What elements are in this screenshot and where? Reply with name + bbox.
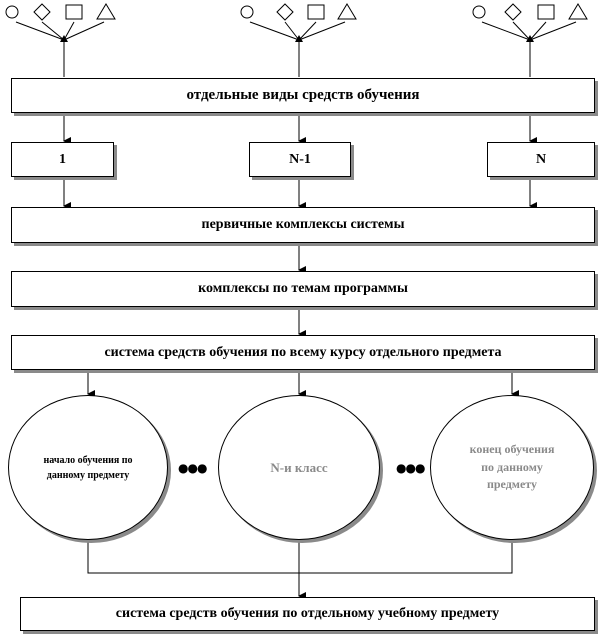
diamond-icon [505,4,521,20]
ellipse-start [8,395,168,540]
ellipse-middle-label: N-и класс [270,459,328,475]
bottom-box-label: система средств обучения по отдельному учебному предмету [115,606,500,621]
circle-icon [473,6,485,18]
primary-box [11,207,595,243]
box-n-label: N [535,151,547,167]
dots-left: ●●● [178,461,207,475]
fan-group-right [473,4,587,77]
square-icon [308,5,324,19]
diamond-icon [277,4,293,20]
triangle-icon [97,4,115,19]
triangle-icon [569,4,587,19]
fan-group-left [6,4,115,77]
box-n-1 [249,142,351,177]
bottom-bracket [88,540,512,573]
topics-box-label: комплексы по темам программы [198,281,408,296]
circle-icon [241,6,253,18]
ellipse-middle [218,395,380,540]
dots-right: ●●● [396,461,425,475]
top-box-label: отдельные виды средств обучения [186,87,420,103]
ellipse-end-label: конец обучения по данному предмету [469,442,555,492]
ellipse-start-label: начало обучения по данному предмету [43,454,133,481]
fan-group-middle [241,4,356,77]
bottom-box [20,597,595,631]
box-1 [11,142,114,177]
course-box [11,335,595,370]
course-box-label: система средств обучения по всему курсу отдельного предмета [104,344,502,360]
ellipse-end [430,395,594,540]
square-icon [66,5,82,19]
circle-icon [6,6,18,18]
box-n-1-label: N-1 [289,151,311,167]
triangle-icon [338,4,356,19]
topics-box [11,271,595,307]
diamond-icon [34,4,50,20]
box-n [487,142,595,177]
primary-box-label: первичные комплексы системы [201,217,405,232]
top-box [11,78,595,113]
box-1-label: 1 [59,151,66,167]
square-icon [538,5,554,19]
